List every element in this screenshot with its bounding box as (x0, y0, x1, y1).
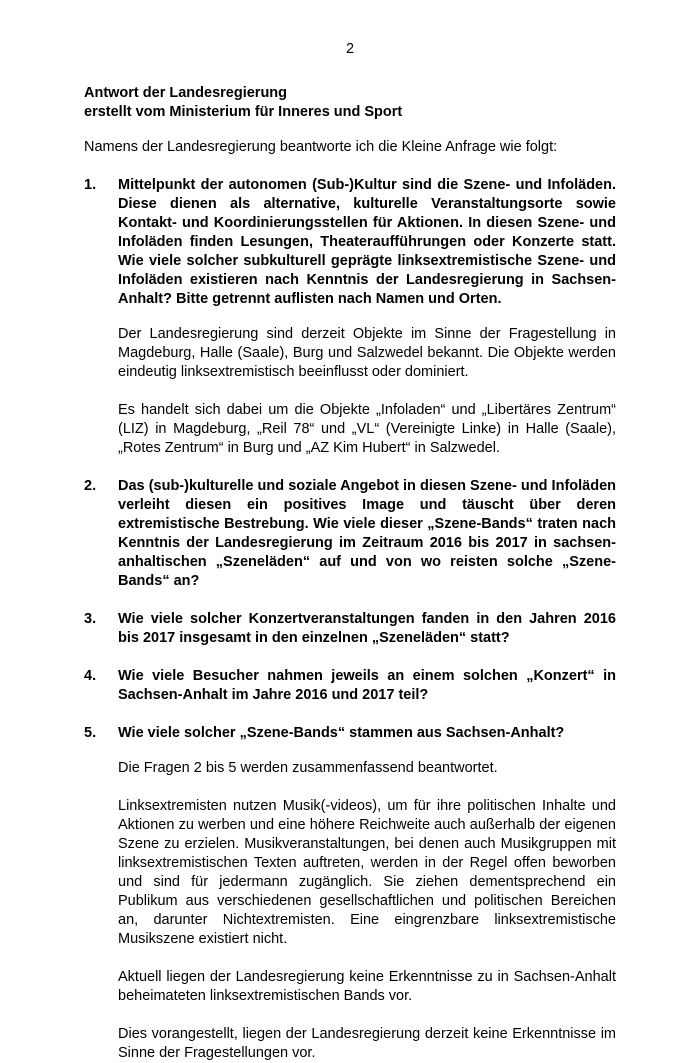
heading-line-2: erstellt vom Ministerium für Inneres und Sport (84, 104, 403, 120)
answer-5-paragraph-1: Die Fragen 2 bis 5 werden zusammenfassend beantwortet. (118, 760, 498, 776)
question-3-text: Wie viele solcher Konzertveranstaltungen fanden in den Jahren 2016 bis 2017 insgesamt in den einzelnen „Szeneläden“ statt? (118, 611, 616, 646)
question-4-number: 4. (84, 668, 97, 684)
question-1 (84, 176, 616, 309)
answer-5-paragraph-4: Dies vorangestellt, liegen der Landesregierung derzeit keine Erkenntnisse im Sinne der Fragestellungen vor. (118, 1026, 616, 1061)
question-1-text: Mittelpunkt der autonomen (Sub-)Kultur sind die Szene- und Infoläden. Diese dienen als alternative, kulturelle Veranstaltungsorte sowie Kontakt- und Koordinierungsstellen für Aktionen. In diesen Szene- und Infoläden finden Lesungen, Theateraufführungen oder Konzerte statt. Wie viele solcher subkulturell geprägte linksextremistische Szene- und Infoläden existieren nach Kenntnis der Landesregierung in Sachsen-Anhalt? Bitte getrennt auflisten nach Namen und Orten. (118, 177, 616, 307)
page-number: 2 (345, 41, 355, 57)
document-heading (84, 84, 616, 122)
question-3-number: 3. (84, 611, 97, 627)
question-5 (84, 724, 616, 743)
intro-paragraph: Namens der Landesregierung beantworte ich die Kleine Anfrage wie folgt: (84, 139, 558, 155)
answer-5-paragraph-3: Aktuell liegen der Landesregierung keine Erkenntnisse zu in Sachsen-Anhalt beheimateten linksextremistischen Bands vor. (118, 969, 616, 1004)
answer-5-paragraph-2: Linksextremisten nutzen Musik(-videos), um für ihre politischen Inhalte und Aktionen zu werben und eine höhere Reichweite auch außerhalb der eigenen Szene zu erzielen. Musikveranstaltungen, bei denen auch Musikgruppen mit linksextremistischen Texten auftreten, werden in der Regel offen beworben und sind für jedermann zugänglich. Sie ziehen dementsprechend ein Publikum aus verschiedenen gesellschaftlichen und politischen Bereichen an, darunter Nichtextremisten. Eine eingrenzbare linksextremistische Musikszene existiert nicht. (118, 798, 616, 947)
question-4 (84, 667, 616, 705)
answer-1-paragraph-2: Es handelt sich dabei um die Objekte „Infoladen“ und „Libertäres Zentrum“ (LIZ) in Magdeburg, „Reil 78“ und „VL“ (Vereinigte Linke) in Halle (Saale), „Rotes Zentrum“ in Burg und „AZ Kim Hubert“ in Salzwedel. (118, 402, 616, 456)
question-2-text: Das (sub-)kulturelle und soziale Angebot in diesen Szene- und Infoläden verleiht diesen ein positives Image und täuscht über deren extremistische Bestrebung. Wie viele dieser „Szene-Bands“ traten nach Kenntnis der Landesregierung im Zeitraum 2016 bis 2017 in sachsen-anhaltischen „Szeneläden“ auf und von wo reisten solche „Szene-Bands“ an? (118, 478, 616, 589)
question-2-number: 2. (84, 478, 97, 494)
document-body (84, 84, 616, 1063)
question-4-text: Wie viele Besucher nahmen jeweils an einem solchen „Konzert“ in Sachsen-Anhalt im Jahre 2016 und 2017 teil? (118, 668, 616, 703)
heading-line-1: Antwort der Landesregierung (84, 85, 288, 101)
answer-1-paragraph-1: Der Landesregierung sind derzeit Objekte im Sinne der Fragestellung in Magdeburg, Halle (Saale), Burg und Salzwedel bekannt. Die Objekte werden eindeutig linksextremistisch beeinflusst oder dominiert. (118, 326, 616, 380)
question-5-number: 5. (84, 725, 97, 741)
question-2 (84, 477, 616, 591)
question-3 (84, 610, 616, 648)
question-1-number: 1. (84, 177, 97, 193)
question-5-text: Wie viele solcher „Szene-Bands“ stammen aus Sachsen-Anhalt? (118, 725, 565, 741)
